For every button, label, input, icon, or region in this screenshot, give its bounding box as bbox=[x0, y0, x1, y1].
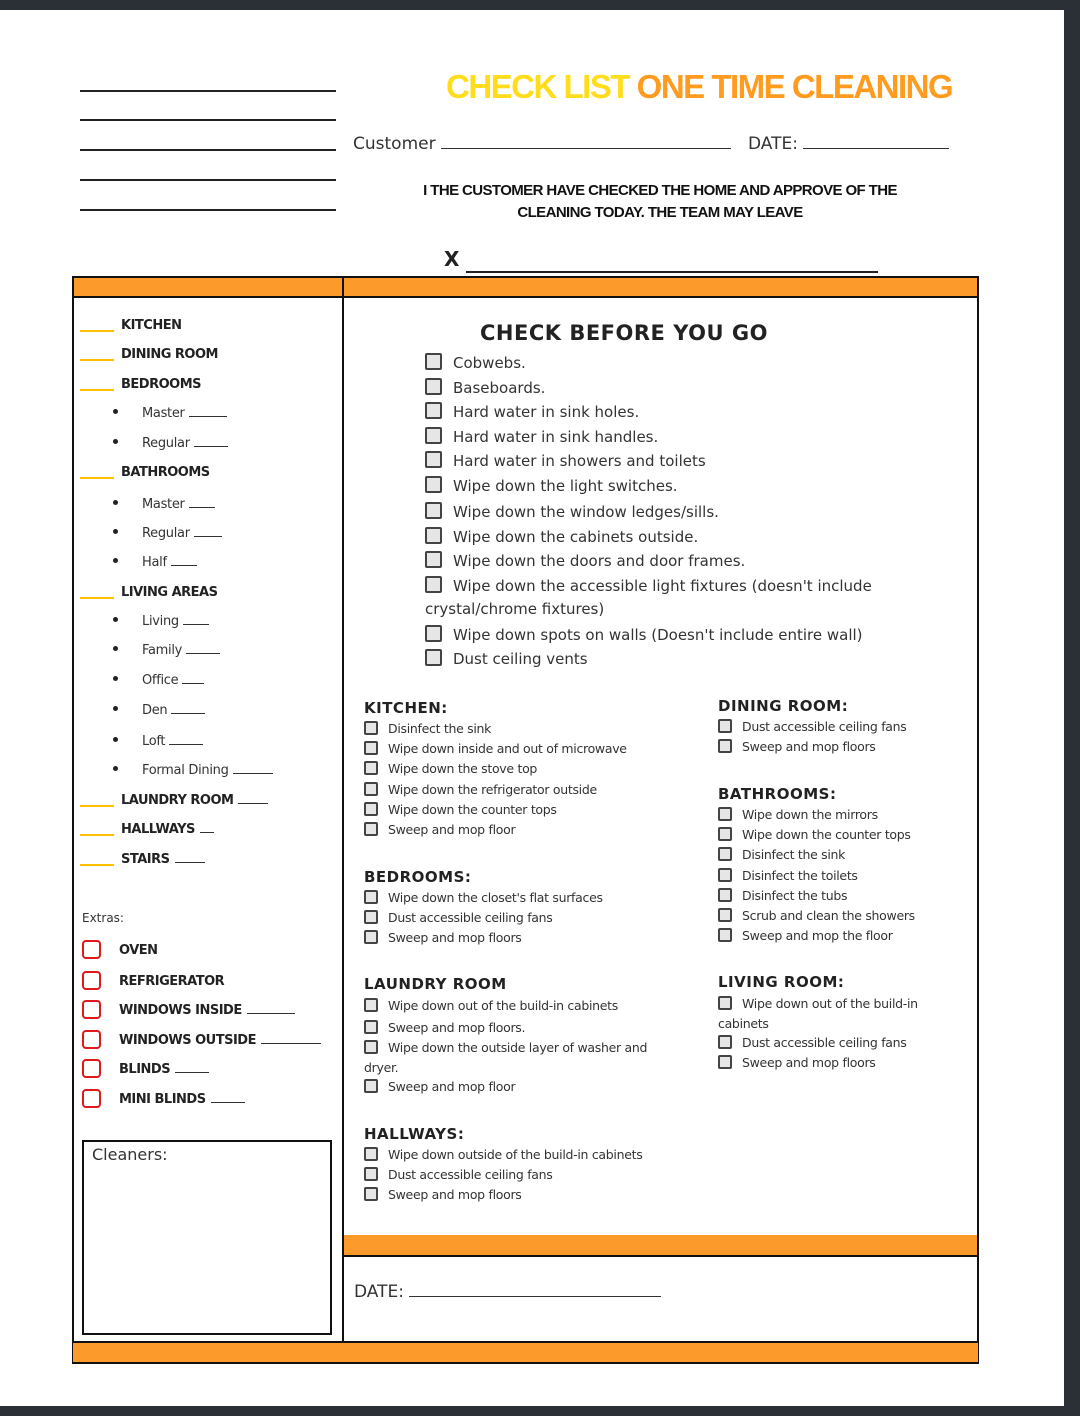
extra-label: MINI BLINDS bbox=[119, 1092, 206, 1107]
item-label: Sweep and mop floors bbox=[388, 1187, 522, 1202]
signature-mark: X bbox=[444, 247, 460, 271]
checkbox[interactable] bbox=[718, 1055, 732, 1069]
checkbox[interactable] bbox=[364, 802, 378, 816]
blank-line bbox=[80, 179, 336, 181]
room-kitchen[interactable] bbox=[80, 318, 181, 340]
checklist-item[interactable] bbox=[425, 576, 872, 595]
checklist-item[interactable] bbox=[425, 502, 719, 521]
room-label: HALLWAYS bbox=[121, 822, 195, 837]
extra-label: REFRIGERATOR bbox=[119, 974, 225, 989]
checkbox[interactable] bbox=[718, 868, 732, 882]
sub-label: Office bbox=[142, 673, 179, 688]
extra-checkbox[interactable] bbox=[82, 940, 101, 959]
living-family[interactable] bbox=[113, 643, 220, 663]
sub-label: Loft bbox=[142, 734, 166, 749]
checklist-item[interactable] bbox=[425, 451, 706, 470]
bedrooms-regular[interactable] bbox=[113, 436, 228, 456]
room-label: BEDROOMS bbox=[121, 377, 201, 392]
checkbox[interactable] bbox=[364, 761, 378, 775]
header-bar bbox=[73, 277, 978, 296]
checkbox[interactable] bbox=[718, 719, 732, 733]
bathrooms-item[interactable] bbox=[718, 908, 915, 923]
extra-mini-blinds[interactable] bbox=[82, 1089, 245, 1113]
item-label: Wipe down the counter tops bbox=[742, 827, 911, 842]
item-label: Sweep and mop floors bbox=[388, 930, 522, 945]
checklist-item[interactable] bbox=[425, 476, 678, 495]
checklist-item[interactable] bbox=[425, 402, 639, 421]
checkbox[interactable] bbox=[364, 1167, 378, 1181]
checkbox[interactable] bbox=[718, 1035, 732, 1049]
item-label: Sweep and mop floors. bbox=[388, 1020, 526, 1035]
extra-checkbox[interactable] bbox=[82, 971, 101, 990]
kitchen-item[interactable] bbox=[364, 761, 537, 776]
room-label: DINING ROOM bbox=[121, 347, 218, 362]
bedrooms-item[interactable] bbox=[364, 910, 553, 925]
extra-checkbox[interactable] bbox=[82, 1089, 101, 1108]
customer-label: Customer bbox=[353, 134, 436, 154]
room-stairs[interactable] bbox=[80, 852, 205, 874]
checkbox[interactable] bbox=[425, 451, 442, 468]
bathrooms-item[interactable] bbox=[718, 847, 845, 862]
bathrooms-half[interactable] bbox=[113, 555, 197, 575]
room-label: KITCHEN bbox=[121, 318, 182, 333]
room-hallways[interactable] bbox=[80, 822, 214, 844]
frame-left bbox=[72, 276, 74, 1364]
hallways-item[interactable] bbox=[364, 1147, 642, 1162]
item-label: Dust accessible ceiling fans bbox=[388, 1167, 553, 1182]
bathrooms-master[interactable] bbox=[113, 497, 215, 517]
checkbox[interactable] bbox=[425, 476, 442, 493]
item-label: crystal/chrome fixtures) bbox=[425, 600, 605, 618]
checkbox[interactable] bbox=[364, 1040, 378, 1054]
cleaners-box[interactable] bbox=[82, 1140, 332, 1335]
item-label: Disinfect the tubs bbox=[742, 888, 848, 903]
checkbox[interactable] bbox=[425, 649, 442, 666]
item-label: Baseboards. bbox=[453, 379, 546, 397]
room-laundry[interactable] bbox=[80, 793, 268, 815]
kitchen-item[interactable] bbox=[364, 741, 627, 756]
item-label: Wipe down outside of the build-in cabinets bbox=[388, 1147, 643, 1162]
date-label: DATE: bbox=[748, 134, 798, 154]
checkbox[interactable] bbox=[364, 1020, 378, 1034]
laundry-item[interactable] bbox=[364, 1079, 515, 1094]
checklist-item[interactable] bbox=[425, 625, 863, 644]
section-title-dining: DINING ROOM: bbox=[718, 697, 849, 715]
checkbox[interactable] bbox=[425, 551, 442, 568]
living-den[interactable] bbox=[113, 703, 205, 723]
living-item[interactable] bbox=[718, 1055, 876, 1070]
bathrooms-item[interactable] bbox=[718, 807, 878, 822]
checkbox[interactable] bbox=[718, 807, 732, 821]
checklist-item[interactable] bbox=[425, 551, 745, 570]
item-label: Cobwebs. bbox=[453, 354, 526, 372]
item-label: Wipe down the closet's flat surfaces bbox=[388, 890, 603, 905]
title-part-checklist: CHECK LIST bbox=[446, 68, 629, 105]
kitchen-item[interactable] bbox=[364, 822, 515, 837]
item-label: Sweep and mop floors bbox=[742, 739, 876, 754]
customer-blank[interactable] bbox=[441, 134, 731, 149]
frame-top bbox=[72, 276, 979, 278]
checkbox[interactable] bbox=[364, 1079, 378, 1093]
blank-line bbox=[80, 119, 336, 121]
footer-bar bbox=[73, 1342, 978, 1362]
extra-checkbox[interactable] bbox=[82, 1000, 101, 1019]
blank-line bbox=[80, 90, 336, 92]
extra-oven[interactable] bbox=[82, 940, 158, 964]
checkbox[interactable] bbox=[364, 890, 378, 904]
frame-bottom-top bbox=[72, 1341, 979, 1343]
approval-line-1: I THE CUSTOMER HAVE CHECKED THE HOME AND APPROVE OF THE bbox=[423, 182, 897, 199]
bathrooms-regular[interactable] bbox=[113, 526, 222, 546]
bedrooms-master[interactable] bbox=[113, 406, 227, 426]
customer-field[interactable] bbox=[353, 134, 731, 154]
approval-line-2: CLEANING TODAY. THE TEAM MAY LEAVE bbox=[517, 204, 803, 221]
section-title-kitchen: KITCHEN: bbox=[364, 699, 448, 717]
dining-item[interactable] bbox=[718, 719, 907, 734]
bathrooms-item[interactable] bbox=[718, 928, 893, 943]
footer-date-blank[interactable] bbox=[409, 1282, 661, 1297]
footer-date-field[interactable] bbox=[354, 1282, 661, 1302]
item-label: Wipe down the cabinets outside. bbox=[453, 528, 699, 546]
title-part-one-time: ONE TIME CLEANING bbox=[636, 68, 953, 105]
item-label: Wipe down the accessible light fixtures (doesn't include bbox=[453, 577, 872, 595]
section-title-living: LIVING ROOM: bbox=[718, 973, 845, 991]
sub-label: Regular bbox=[142, 436, 190, 451]
hallways-item[interactable] bbox=[364, 1167, 553, 1182]
section-title-laundry: LAUNDRY ROOM bbox=[364, 975, 507, 993]
checkbox[interactable] bbox=[718, 827, 732, 841]
room-label: BATHROOMS bbox=[121, 465, 210, 480]
checklist-item-continued bbox=[425, 600, 604, 618]
section-title-bedrooms: BEDROOMS: bbox=[364, 868, 472, 886]
footer-date-label: DATE: bbox=[354, 1282, 404, 1302]
item-label: Sweep and mop the floor bbox=[742, 928, 893, 943]
laundry-item[interactable] bbox=[364, 1040, 647, 1055]
sub-label: Half bbox=[142, 555, 167, 570]
extra-refrigerator[interactable] bbox=[82, 971, 224, 995]
sub-label: Formal Dining bbox=[142, 763, 229, 778]
checkbox[interactable] bbox=[718, 888, 732, 902]
item-label: Wipe down the counter tops bbox=[388, 802, 557, 817]
laundry-item-continued bbox=[364, 1060, 398, 1075]
extra-blinds[interactable] bbox=[82, 1059, 209, 1083]
blank-line bbox=[80, 149, 336, 151]
item-label: cabinets bbox=[718, 1016, 769, 1031]
blank-line bbox=[80, 209, 336, 211]
item-label: Wipe down spots on walls (Doesn't include entire wall) bbox=[453, 626, 863, 644]
checkbox[interactable] bbox=[364, 741, 378, 755]
date-field[interactable] bbox=[748, 134, 949, 154]
checkbox[interactable] bbox=[425, 576, 442, 593]
checkbox[interactable] bbox=[718, 908, 732, 922]
room-dining[interactable] bbox=[80, 347, 218, 369]
checkbox[interactable] bbox=[718, 928, 732, 942]
checkbox[interactable] bbox=[425, 402, 442, 419]
item-label: Wipe down out of the build-in bbox=[742, 996, 918, 1011]
item-label: Wipe down the mirrors bbox=[742, 807, 878, 822]
checklist-item[interactable] bbox=[425, 527, 698, 546]
room-bathrooms[interactable] bbox=[80, 465, 210, 487]
checkbox[interactable] bbox=[364, 910, 378, 924]
living-item[interactable] bbox=[718, 1035, 907, 1050]
item-label: Disinfect the toilets bbox=[742, 868, 858, 883]
item-label: Dust accessible ceiling fans bbox=[742, 1035, 907, 1050]
approval-statement bbox=[360, 180, 960, 224]
hallways-item[interactable] bbox=[364, 1187, 522, 1202]
date-blank[interactable] bbox=[803, 134, 949, 149]
extra-windows-inside[interactable] bbox=[82, 1000, 295, 1024]
frame-under-header bbox=[72, 296, 979, 298]
checkbox[interactable] bbox=[425, 378, 442, 395]
sub-label: Regular bbox=[142, 526, 190, 541]
checkbox[interactable] bbox=[364, 998, 378, 1012]
item-label: Wipe down the window ledges/sills. bbox=[453, 503, 719, 521]
laundry-item[interactable] bbox=[364, 1020, 525, 1035]
living-living[interactable] bbox=[113, 614, 209, 634]
living-item-continued bbox=[718, 1016, 769, 1031]
bathrooms-item[interactable] bbox=[718, 827, 911, 842]
item-label: Hard water in sink holes. bbox=[453, 403, 640, 421]
kitchen-item[interactable] bbox=[364, 802, 557, 817]
item-label: Sweep and mop floor bbox=[388, 822, 516, 837]
living-item[interactable] bbox=[718, 996, 918, 1011]
item-label: Scrub and clean the showers bbox=[742, 908, 915, 923]
bathrooms-item[interactable] bbox=[718, 888, 847, 903]
checkbox[interactable] bbox=[425, 427, 442, 444]
sub-label: Living bbox=[142, 614, 179, 629]
bedrooms-item[interactable] bbox=[364, 890, 603, 905]
sub-label: Family bbox=[142, 643, 183, 658]
checkbox[interactable] bbox=[364, 1187, 378, 1201]
room-label: STAIRS bbox=[121, 852, 170, 867]
mid-bar-bottom bbox=[344, 1255, 977, 1257]
checklist-item[interactable] bbox=[425, 649, 588, 668]
section-title-hallways: HALLWAYS: bbox=[364, 1125, 465, 1143]
page-title bbox=[446, 68, 952, 106]
frame-right bbox=[977, 276, 979, 1364]
item-label: Wipe down the outside layer of washer and bbox=[388, 1040, 648, 1055]
checkbox[interactable] bbox=[364, 721, 378, 735]
bathrooms-item[interactable] bbox=[718, 868, 858, 883]
room-label: LIVING AREAS bbox=[121, 585, 218, 600]
extra-label: WINDOWS OUTSIDE bbox=[119, 1033, 256, 1048]
checkbox[interactable] bbox=[364, 1147, 378, 1161]
laundry-item[interactable] bbox=[364, 998, 618, 1013]
check-before-title: CHECK BEFORE YOU GO bbox=[480, 321, 768, 345]
item-label: Dust ceiling vents bbox=[453, 650, 588, 668]
item-label: Wipe down the light switches. bbox=[453, 477, 678, 495]
item-label: dryer. bbox=[364, 1060, 399, 1075]
frame-divider bbox=[342, 276, 344, 1364]
item-label: Wipe down inside and out of microwave bbox=[388, 741, 627, 756]
checkbox[interactable] bbox=[425, 353, 442, 370]
checklist-item[interactable] bbox=[425, 378, 545, 397]
room-living-areas[interactable] bbox=[80, 585, 217, 607]
sub-label: Master bbox=[142, 497, 185, 512]
item-label: Wipe down out of the build-in cabinets bbox=[388, 998, 618, 1013]
extra-checkbox[interactable] bbox=[82, 1059, 101, 1078]
item-label: Disinfect the sink bbox=[388, 721, 492, 736]
extra-checkbox[interactable] bbox=[82, 1030, 101, 1049]
cleaners-label: Cleaners: bbox=[92, 1145, 168, 1164]
extra-windows-outside[interactable] bbox=[82, 1030, 321, 1054]
extra-label: BLINDS bbox=[119, 1062, 171, 1077]
checklist-item[interactable] bbox=[425, 427, 658, 446]
bedrooms-item[interactable] bbox=[364, 930, 522, 945]
section-title-bathrooms: BATHROOMS: bbox=[718, 785, 837, 803]
item-label: Wipe down the doors and door frames. bbox=[453, 552, 746, 570]
checkbox[interactable] bbox=[718, 996, 732, 1010]
checkbox[interactable] bbox=[364, 782, 378, 796]
room-label: LAUNDRY ROOM bbox=[121, 793, 234, 808]
item-label: Disinfect the sink bbox=[742, 847, 846, 862]
checklist-item[interactable] bbox=[425, 353, 526, 372]
room-bedrooms[interactable] bbox=[80, 377, 201, 399]
checkbox[interactable] bbox=[364, 822, 378, 836]
item-label: Dust accessible ceiling fans bbox=[388, 910, 553, 925]
item-label: Dust accessible ceiling fans bbox=[742, 719, 907, 734]
sub-label: Den bbox=[142, 703, 168, 718]
checkbox[interactable] bbox=[425, 502, 442, 519]
checkbox[interactable] bbox=[718, 739, 732, 753]
living-loft[interactable] bbox=[113, 734, 203, 754]
checkbox[interactable] bbox=[364, 930, 378, 944]
item-label: Sweep and mop floor bbox=[388, 1079, 516, 1094]
kitchen-item[interactable] bbox=[364, 782, 597, 797]
item-label: Wipe down the stove top bbox=[388, 761, 538, 776]
living-formal-dining[interactable] bbox=[113, 763, 273, 783]
extra-label: WINDOWS INSIDE bbox=[119, 1003, 242, 1018]
checkbox[interactable] bbox=[425, 527, 442, 544]
checkbox[interactable] bbox=[718, 847, 732, 861]
extra-label: OVEN bbox=[119, 943, 158, 958]
kitchen-item[interactable] bbox=[364, 721, 491, 736]
frame-bottom bbox=[72, 1362, 979, 1364]
dining-item[interactable] bbox=[718, 739, 876, 754]
signature-line[interactable] bbox=[466, 271, 878, 273]
sub-label: Master bbox=[142, 406, 185, 421]
item-label: Wipe down the refrigerator outside bbox=[388, 782, 597, 797]
item-label: Hard water in showers and toilets bbox=[453, 452, 706, 470]
checkbox[interactable] bbox=[425, 625, 442, 642]
extras-label: Extras: bbox=[82, 911, 124, 925]
item-label: Sweep and mop floors bbox=[742, 1055, 876, 1070]
mid-bar bbox=[344, 1235, 977, 1255]
living-office[interactable] bbox=[113, 673, 204, 693]
item-label: Hard water in sink handles. bbox=[453, 428, 659, 446]
